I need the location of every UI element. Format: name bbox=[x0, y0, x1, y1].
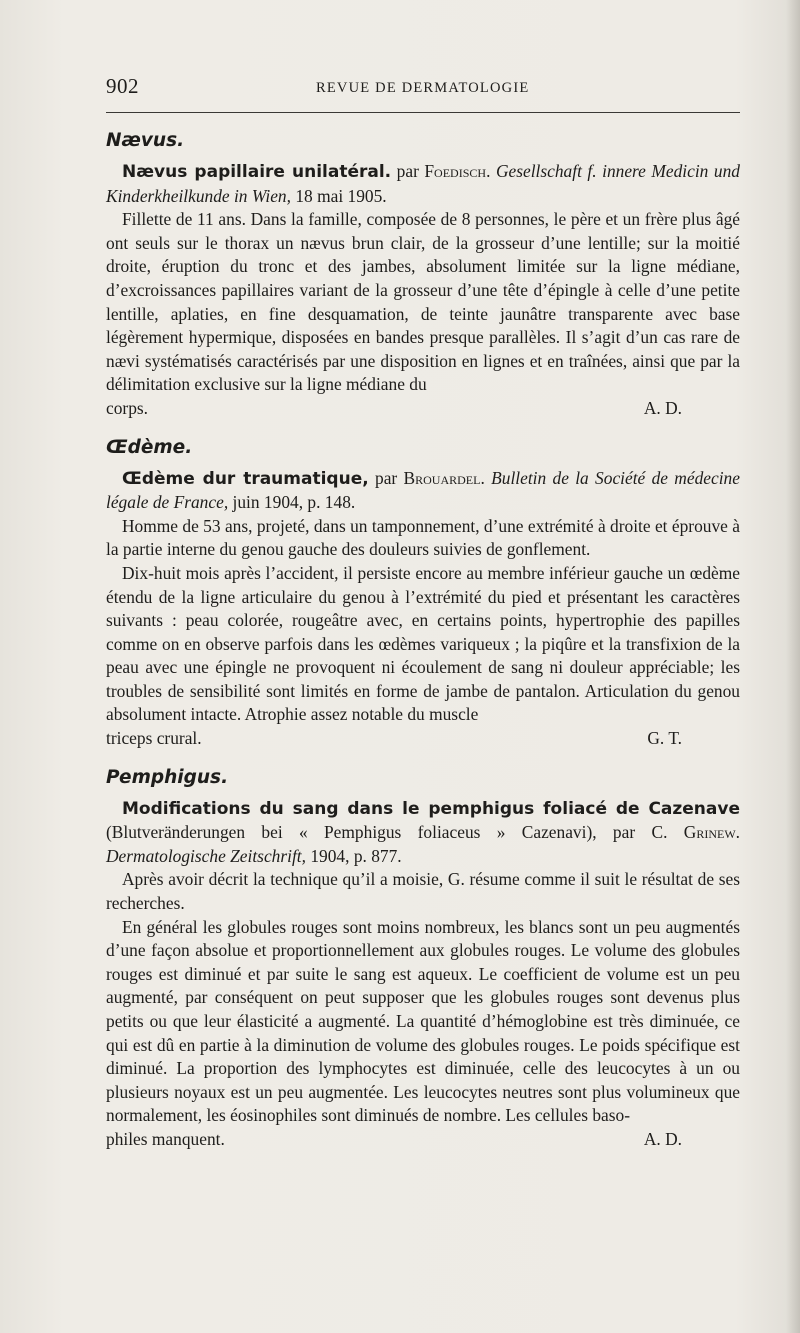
paragraph: Fillette de 11 ans. Dans la famille, composée de 8 personnes, le père et un frère plus âgé ont seuls sur le thorax un nævus brun clair, de la grosseur d’une lentille; sur la moitié droite, éruption du tronc et des jambes, absolument limitée sur la ligne médiane, d’excroissances papillaires variant de la grosseur d’une tête d’épingle à celle d’une petite lentille, aplaties, en fine desquamation, de teinte jaunâtre transparente avec base légèrement hypermique, disposées en bandes presque parallèles. Il s’agit d’un cas rare de nævi systématisés caractérisés par une disposition en lignes et en traînées, ainsi que par la délimitation exclusive sur la ligne médiane du bbox=[106, 209, 740, 395]
entry-citation-naevus bbox=[106, 160, 740, 208]
paragraph: Après avoir décrit la technique qu’il a moisie, G. résume comme il suit le résultat de ses recherches. bbox=[106, 869, 740, 914]
paragraph: Homme de 53 ans, projeté, dans un tamponnement, d’une extrémité à droite et éprouve à la partie interne du genou gauche des douleurs suivies de gonflement. bbox=[106, 515, 740, 560]
signature-line bbox=[106, 727, 740, 751]
entry-citation-oedeme bbox=[106, 467, 740, 515]
header-rule bbox=[106, 112, 740, 113]
entry-author: C. Grinew. bbox=[651, 822, 740, 843]
entry-by: par bbox=[375, 467, 398, 488]
entry-journal: Bulletin de la Société de médecine légale de France, bbox=[106, 467, 740, 513]
signature-line bbox=[106, 397, 740, 421]
entry-date: 18 mai 1905. bbox=[295, 185, 387, 206]
entry-rest: (Blutveränderungen bei « Pemphigus foliaceus » Cazenavi), par bbox=[106, 822, 636, 843]
paragraph: En général les globules rouges sont moins nombreux, les blancs sont un peu augmentés d’une façon absolue et proportionnellement aux globules rouges. Le volume des globules rouges est diminué et par suite le sang est aqueux. Le coefficient de volume est un peu augmenté, par conséquent on peut supposer que les globules rouges sont devenus plus petits ou que leur élasticité a augmenté. La quantité d’hémoglobine est très diminuée, ce qui est dû en partie à la diminution de volume des globules rouges. Le poids spécifique est diminué. La proportion des lymphocytes est diminuée, celle des leucocytes à un ou plusieurs noyaux est un peu augmentée. Les leucocytes neutres sont plus volumineux que normalement, les éosinophiles sont diminués de nombre. Les cellules baso- bbox=[106, 916, 740, 1126]
signature-line bbox=[106, 1128, 740, 1152]
section-heading-naevus: Nævus. bbox=[106, 130, 185, 151]
entry-date: 1904, p. 877. bbox=[310, 845, 402, 866]
entry-citation-pemphigus bbox=[106, 797, 740, 869]
entry-date: juin 1904, p. 148. bbox=[232, 492, 356, 513]
paragraph: Dix-huit mois après l’accident, il persiste encore au membre inférieur gauche un œdème étendu de la ligne articulaire du genou à l’extrémité du pied et présentant les caractères suivants : peau colorée, rougeâtre avec, en certains points, hypertrophie des papilles comme on en observe parfois dans les œdèmes variqueux ; la piqûre et la transfixion de la peau avec une épingle ne provoquent ni écoulement de sang ni douleur appréciable; les troubles de sensibilité sont limités en forme de jambe de pantalon. Articulation du genou absolument intacte. Atrophie assez notable du muscle bbox=[106, 562, 740, 725]
running-title: REVUE DE DERMATOLOGIE bbox=[316, 80, 530, 96]
entry-title: Nævus papillaire unilatéral. bbox=[122, 162, 392, 182]
entry-journal: Dermatologische Zeitschrift, bbox=[106, 845, 306, 866]
last-line: corps. bbox=[106, 397, 149, 418]
signature: A. D. bbox=[643, 1128, 682, 1149]
signature: G. T. bbox=[647, 728, 682, 749]
last-line: philes manquent. bbox=[106, 1128, 225, 1149]
section-heading-oedeme: Œdème. bbox=[106, 436, 193, 458]
article-body bbox=[106, 122, 740, 1152]
entry-author: Foedisch. bbox=[424, 161, 491, 181]
signature: A. D. bbox=[643, 397, 682, 418]
page-edge-shadow bbox=[786, 0, 800, 1333]
entry-author: Brouardel. bbox=[403, 467, 485, 488]
page-header bbox=[106, 72, 740, 102]
page-number: 902 bbox=[106, 74, 139, 98]
entry-title: Œdème dur traumatique, bbox=[122, 468, 369, 489]
entry-by: par bbox=[396, 161, 419, 181]
entry-title: Modifications du sang dans le pemphigus foliacé de Cazenave bbox=[122, 798, 740, 819]
last-line: triceps crural. bbox=[106, 728, 202, 749]
section-heading-pemphigus: Pemphigus. bbox=[106, 766, 229, 788]
entry-journal: Gesellschaft f. innere Medicin und Kinderkheilkunde in Wien, bbox=[106, 161, 740, 206]
